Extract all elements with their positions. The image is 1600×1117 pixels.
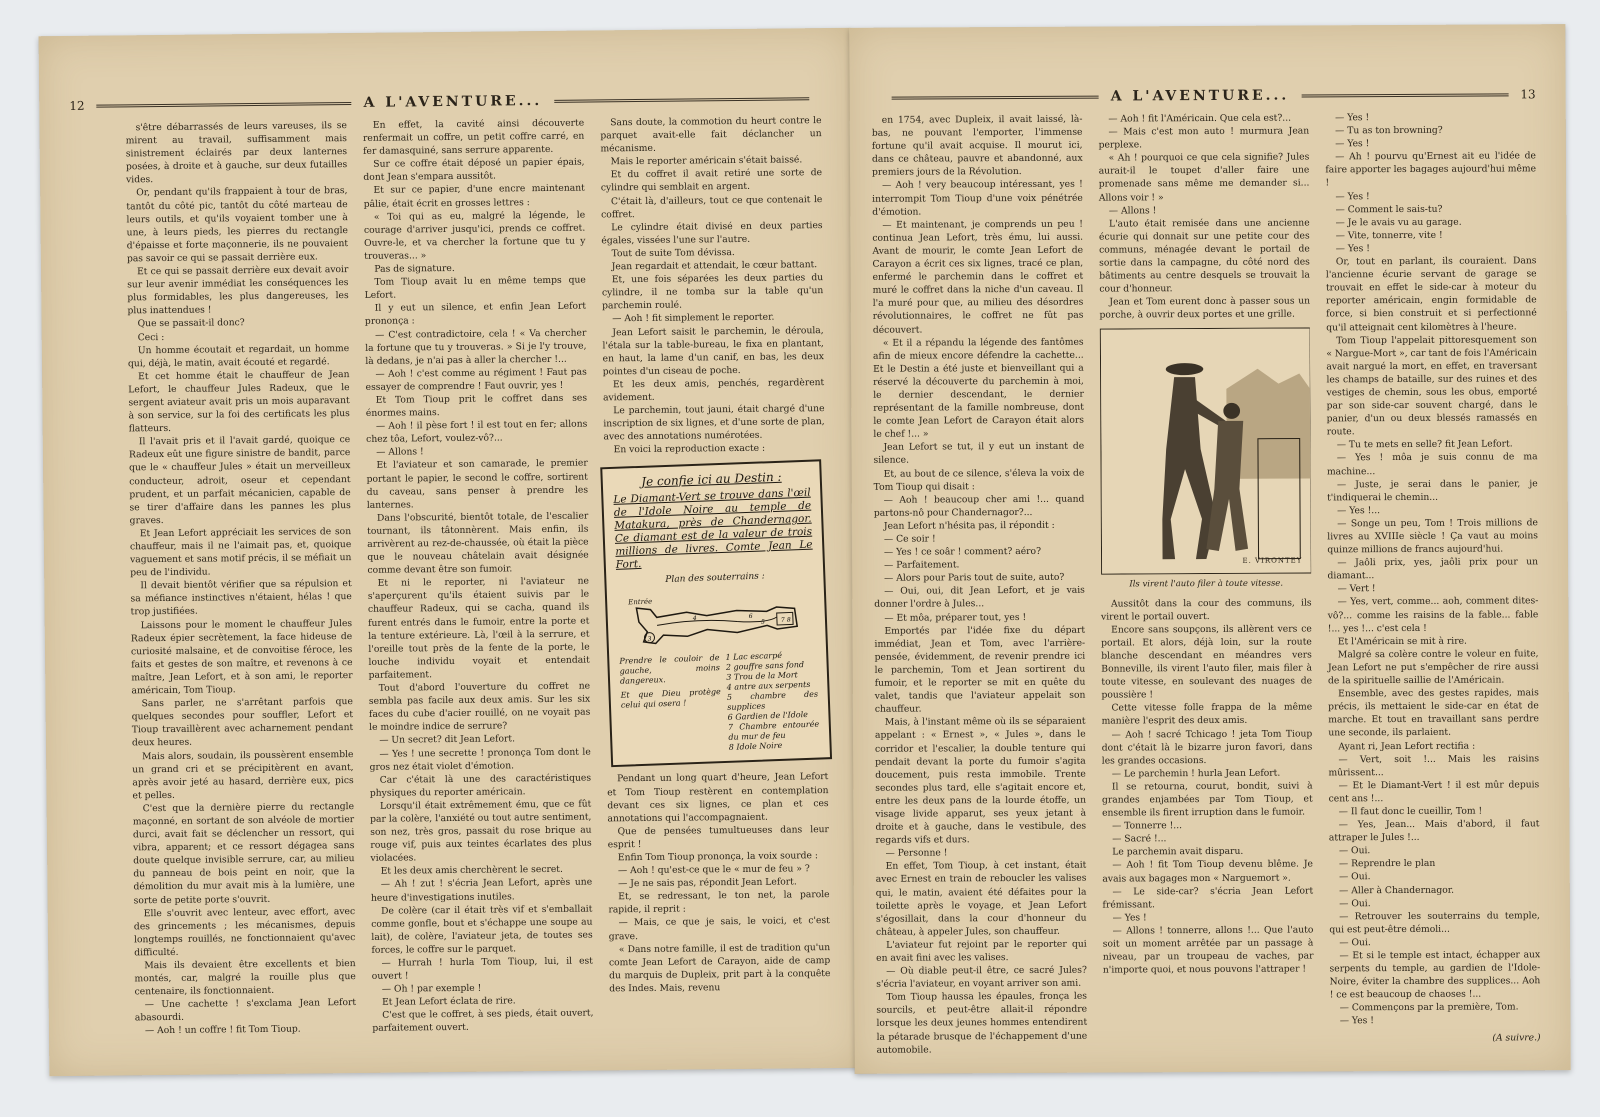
paragraph: — Je ne sais pas, répondit Jean Lefort. [618,876,797,890]
paragraph: Et ni le reporter, ni l'aviateur ne s'aperçurent qu'ils étaient suivis par le chauffeur Radeux, qui se cacha, quand ils furent entrés dans le fumoir, entre la porte et la tenture extérieure. Là, l'œil à la serrure, et l'oreille tout près de la fente de la porte, le louche individu voyait et entendait parfaitement. [367,575,590,681]
paragraph: Sur ce coffre était déposé un papier épais, dont Jean s'empara aussitôt. [363,156,585,184]
paragraph: Lorsqu'il était extrêmement ému, que ce fût par la colère, l'anxiété ou tout autre sentiment, son nez, très gros, passait du rose brique au rouge vif, puis aux teintes écarlates des plus violacées. [370,798,592,865]
right-head-rule [892,95,1099,99]
paragraph: — Aoh ! un coffre ! fit Tom Tioup. [144,1024,301,1037]
illustration-drawing [1101,328,1311,573]
paragraph: Tout d'abord l'ouverture du coffret ne sembla pas facile aux deux amis. Sur les six faces du cube d'acier rouillé, on ne voyait pas le moindre indice de serrure? [368,680,591,734]
manuscript-text: Le Diamant-Vert se trouve dans l'œil de l'Idole Noire au temple de Matakura, près de Chandernagor. Ce diamant est de la valeur de trois millions de livres. Comte Jean Le Fort. [612,487,813,572]
paragraph: Or, pendant qu'ils frappaient à tour de bras, tantôt du côté pic, tantôt du côté marteau de leurs outils, et qu'ils voyaient tomber une à une, à leurs pieds, les pierres du rectangle d'épaisse et forte maçonnerie, ils ne pouvaient pas savoir ce qui se passait derrière eux. [126,185,349,265]
paragraph: — Yes, vert, comme... aoh, comment dites-vô?... comme les raisins de la fable... fable !... yes !... c'est cela ! [1327,595,1539,635]
paragraph: Ayant ri, Jean Lefort rectifia : [1338,740,1476,752]
right-col-1 [871,113,1088,1056]
paragraph: Et Tom Tioup prit le coffret dans ses énormes mains. [365,392,588,419]
paragraph: — Et maintenant, je comprends un peu ! continua Jean Lefort, très ému, lui aussi. Avant de mourir, le comte Jean Lefort de Carayon a écrit ces six lignes, tracé ce plan, enfermé le parchemin dans le coffret et muré le coffret dans la niche d'un caveau. Il l'a muré pour que, au milieu des désordres révolutionnaires, le coffret ne fût pas découvert. [872,218,1084,336]
legend-item: 2 gouffre sans fond [725,660,804,673]
paragraph: — Aoh ! il pèse fort ! il est tout en fer; allons chez tôa, Lefort, voulez-vô?... [366,418,588,446]
paragraph: — Parfaitement. [884,559,960,571]
paragraph: — Allons ! [376,446,424,459]
paragraph: — Où diable peut-il être, ce sacré Jules? s'écria l'aviateur, en voyant arriver son ami. [876,964,1087,990]
legend-item: 8 Idole Noire [728,741,783,753]
left-folio: 12 [69,98,85,113]
paragraph: — Vert ! [1337,583,1376,595]
paragraph: Que de pensées tumultueuses dans leur esprit ! [607,823,829,851]
paragraph: Mais ils devaient être excellents et bien montés, car, malgré la rouille plus que centenaire, ils fonctionnaient. [134,958,356,998]
paragraph: — Ah ! zut ! s'écria Jean Lefort, après une heure d'investigations inutiles. [370,876,593,904]
paragraph: Pendant un long quart d'heure, Jean Lefort et Tom Tioup restèrent en contemplation devant ces six lignes, ce plan et ces annotations qui l'accompagnaient. [607,771,829,825]
right-col-3 [1325,110,1541,1044]
map-number-5: 5 [760,618,765,627]
paragraph: — Et si le temple est intact, échapper aux serpents du temple, au gardien de l'Idole-Noire, éviter la chambre des supplices... Aoh ! ce est beaucoup de chaoses !... [1329,949,1541,1001]
paragraph: Cette vitesse folle frappa de la même manière l'esprit des deux amis. [1101,701,1313,728]
paragraph: Le cylindre était divisé en deux parties égales, vissées l'une sur l'autre. [601,219,823,247]
paragraph: — Yes ! môa je suis connu de ma machine... [1326,451,1538,477]
paragraph: Et Jean Lefort appréciait les services de son chauffeur, mais il ne l'aimait pas, et, quoique vaguement et sans motif précis, il se méfiait un peu de l'individu. [129,525,352,579]
paragraph: — Yes ! [1335,138,1370,150]
tunnel-path [656,617,776,625]
paragraph: Tom Tioup l'appelait pittoresquement son « Nargue-Mort », car tant de fois l'Américain avait nargué la mort, en effet, en traversant les champs de bataille, sur des ruines et des vestiges de chemin, sous les obus, emporté par son side-car souvent chargé, dans le panier, d'un ou deux blessés ramassés en route. [1326,333,1538,438]
right-col-2-top [1098,111,1310,322]
paragraph: — Yes ! [1112,912,1147,924]
paragraph: — Mais, ce que je sais, le voici, et c'est grave. [608,915,830,942]
left-columns [125,114,831,1035]
left-running-title: A L'AVENTURE... [363,93,543,111]
paragraph: En effet, Tom Tioup, à cet instant, était avec Ernest en train de reboucler les valises qui, le matin, avaient été défaites pour la toilette après le voyage, et Jean Lefort s'égosillait, dans la cour d'honneur du château, à appeler Jules, son chauffeur. [875,859,1087,938]
paragraph: Pas de signature. [374,262,455,275]
paragraph: — Hurrah ! hurla Tom Tioup, lui, il est ouvert ! [371,955,594,982]
legend-item: 1 Lac escarpé [724,651,782,663]
paragraph: Car c'était là une des caractéristiques physiques du reporter américain. [369,772,592,799]
paragraph: — Le parchemin ! hurla Jean Lefort. [1111,767,1281,780]
paragraph: Mais alors, soudain, ils poussèrent ensemble un grand cri et se précipitèrent en avant, après avoir jeté au hasard, derrière eux, pics et pelles. [132,748,354,802]
paragraph: Et les deux amis, penchés, regardèrent avidement. [602,376,825,404]
paragraph: Il y eut un silence, et enfin Jean Lefort prononça : [364,300,587,328]
right-running-head [880,82,1536,109]
left-page [39,28,862,1076]
legend-item: 7 Chambre entourée du mur de feu [727,719,819,743]
manuscript-numbered-legend [725,650,820,753]
paragraph: — Un secret? dit Jean Lefort. [379,733,516,747]
paragraph: Mais le reporter américain s'était baissé. [610,154,803,168]
paragraph: Malgré sa colère contre le voleur en fuite, Jean Lefort ne put s'empêcher de rire aussi de la spirituelle saillie de l'Américain. [1327,648,1539,687]
left-running-head [69,86,821,118]
paragraph: — Et môa, préparer tout, yes ! [884,611,1027,624]
manuscript-title: Je confie ici au Destin : [640,470,782,490]
manuscript-plan-title: Plan des souterrains : [664,571,765,586]
paragraph: — Yes ! [1335,112,1370,124]
paragraph: — Songe un peu, Tom ! Trois millions de livres au XVIIIe siècle ! Ça vaut au moins quinze millions de francs aujourd'hui. [1327,517,1538,556]
paragraph: Dans l'obscurité, bientôt totale, de l'escalier tournant, ils tâtonnèrent. Mais enfin, ils arrivèrent au rez-de-chaussée, où était la pièce que le nouveau châtelain avait désignée comme devant être son fumoir. [367,510,589,577]
right-col-3-text [1325,110,1540,1028]
paragraph: — Allons ! [1108,204,1157,217]
paragraph: — Tu te mets en selle? fit Jean Lefort. [1336,438,1513,451]
paragraph: Et sur ce papier, d'une encre maintenant pâlie, était écrit en grosses lettres : [363,183,585,210]
paragraph: Ceci : [137,331,165,343]
paragraph: — Oui. [1338,845,1371,857]
right-columns [871,110,1541,1056]
paragraph: — Oui. [1339,871,1371,883]
tunnel-outline [636,603,797,645]
right-col-2-bottom [1101,596,1314,977]
paragraph: — Yes ! ce soâr ! comment? aéro? [883,545,1042,558]
paragraph: Sans parler, ne s'arrêtant parfois que quelques secondes pour souffler, Lefort et Tioup travaillèrent avec acharnement pendant deux heures. [131,696,354,749]
paragraph: — Aoh ! very beaucoup intéressant, yes ! interrompit Tom Tioup d'une voix pénétrée d'émotion. [872,179,1083,218]
paragraph: — Yes ! [1335,190,1370,202]
illustration-caption: Ils virent l'auto filer à toute vitesse. [1129,578,1284,589]
paragraph: Elle s'ouvrit avec lenteur, avec effort, avec des grincements ; les mécanismes, depuis longtemps rouillés, ne fonctionnaient qu'avec difficulté. [133,905,356,959]
paragraph: Encore sans soupçons, ils allèrent vers ce portail. Et alors, déjà loin, sur la route blanche descendant en méandres vers Bonneville, ils virent l'auto filer, mais filer à toute vitesse, en soulevant des nuages de poussière ! [1101,623,1313,701]
paragraph: Et du coffret il avait retiré une sorte de cylindre qui semblait en argent. [600,167,823,194]
paragraph: — Oui. [1339,937,1371,949]
paragraph: Un homme écoutait et regardait, un homme qui, déjà, le matin, avait écouté et regardé. [127,342,350,370]
paragraph: — Vite, tonnerre, vite ! [1335,229,1443,242]
map-number-6: 6 [747,613,753,621]
paragraph: — Aoh ! fit simplement le reporter. [612,311,775,325]
manuscript-left-notes [619,654,723,758]
left-col-3-bottom [607,770,831,995]
paragraph: Mais, à l'instant même où ils se séparaient appelant : « Ernest », « Jules », dans le corridor et l'escalier, la double tenture qui pendait devant la porte du fumoir s'agita doucement, puis resta immobile. Trente secondes plus tard, elle s'agitait encore et, entre les deux pans de la lourde étoffe, un visage livide apparut, ses yeux jetant à droite et à gauche, dans le vestibule, des regards vifs et durs. [874,715,1087,846]
right-page [849,24,1570,1074]
paragraph: — Jaôli prix, yes, jaôli prix pour un diamant... [1327,556,1539,582]
paragraph: — Personne ! [885,847,948,859]
right-running-title: A L'AVENTURE... [1110,87,1290,105]
paragraph: « Toi qui as eu, malgré la légende, le courage d'arriver jusqu'ici, prends ce coffret. Ouvre-le, et va chercher la fortune que tu y trouveras... » [363,209,586,262]
paragraph: Laissons pour le moment le chauffeur Jules Radeux épier secrètement, la face hideuse de curiosité malsaine, et de convoitise féroce, les faits et gestes de son maître, et revenons à ce maître, Jean Lefort, et à son ami, le reporter américain, Tom Tioup. [130,617,353,697]
paragraph: Jean Lefort n'hésita pas, il répondit : [883,519,1055,532]
paragraph: De colère (car il était très vif et s'emballait comme gonfle, bout et s'échappe une soupe au lait), de colère, l'aviateur jeta, de toutes ses forces, le coffre sur le parquet. [371,903,593,956]
paragraph: L'auto était remisée dans une ancienne écurie qui donnait sur une petite cour des communs, ménagée devant le portail de sortie dans la campagne, du côté nord des bâtiments au centre desquels se trouvait la cour d'honneur. [1099,217,1310,295]
left-col-3-top [600,114,825,457]
paragraph: C'est que le coffret, à ses pieds, était ouvert, parfaitement ouvert. [372,1007,594,1035]
left-head-rule-2 [554,97,809,103]
paragraph: — Yes, Jean... Mais d'abord, il faut attraper le Jules !... [1328,818,1540,844]
paragraph: — Aoh ! qu'est-ce que le « mur de feu » ? [617,863,810,877]
paragraph: Que se passait-il donc? [137,317,245,330]
illustration-signature: E. VIRONTEY [1242,556,1303,566]
paragraph: « Dans notre famille, il est de tradition qu'un comte Jean Lefort de Carayon, aide de camp du marquis de Dupleix, prit part à la conquête des Indes. Mais, revenu [608,941,831,995]
paragraph: — Ah ! pourvu qu'Ernest ait eu l'idée de faire apporter les bagages aujourd'hui même ! [1325,150,1537,189]
manuscript-note-1: Prendre le couloir de gauche, moins dangereux. [618,653,720,687]
paragraph: — Juste, je serai dans le panier, je t'indiquerai le chemin... [1327,477,1538,504]
paragraph: Et ce qui se passait derrière eux devait avoir sur leur avenir immédiat les conséquences les plus formidables, les plus dangereuses, les plus inattendues ! [127,264,349,317]
paragraph: en 1754, avec Dupleix, il avait laissé, là-bas, ne pouvant l'emporter, l'immense fortune qu'il avait acquise. Il mourut ici, dans ce château, pauvre et abandonné, aux premiers jours de la Révolution. [871,113,1083,179]
paragraph: Jean regardait et attendait, le cœur battant. [611,259,818,273]
story-illustration [1100,327,1312,574]
paragraph: — Oui, oui, dit Jean Lefort, et je vais donner l'ordre à Jules... [874,585,1085,611]
right-col-2 [1098,111,1313,1032]
paragraph: « Et il a répandu la légende des fantômes afin de mieux encore défendre la cachette... Et le Destin a été juste et bienveillant qui a réservé la découverte du parchemin à moi, le dernier descendant, le dernier représentant de la famille nombreuse, dont le comte Jean Lefort de Carayon était alors le chef !... » [872,336,1085,441]
paragraph: — Oui. [1339,897,1371,909]
right-head-rule-2 [1301,93,1508,97]
legend-item: 5 chambre des supplices [726,689,818,713]
paragraph: Tom Tioup haussa les épaules, fronça les sourcils, et peut-être allait-il répondre lorsque les deux jeunes hommes entendirent la pétarade brusque de l'échappement d'une automobile. [876,990,1088,1056]
paragraph: Le parchemin, tout jauni, était chargé d'une inscription de six lignes, et d'une sorte de plan, avec des annotations numérotées. [603,403,825,443]
paragraph: En effet, la cavité ainsi découverte renfermait un coffre, un petit coffre carré, en fer damasquiné, sans serrure apparente. [362,117,585,158]
paragraph: — Et le Diamant-Vert ! il est mûr depuis cent ans !... [1328,779,1540,805]
paragraph: Sans doute, la commotion du heurt contre le parquet avait-elle fait déclancher un mécanisme. [600,115,822,155]
paragraph: Aussitôt dans la cour des communs, ils virent le portail ouvert. [1100,597,1312,623]
paragraph: Emportés par l'idée fixe du départ immédiat, Jean et Tom, avec l'arrière-pensée, évidemment, de revenir prendre ici le parchemin, Tom et Jean sortirent du fumoir, et le reporter se mit en quête du valet, tandis que l'aviateur appelait son chauffeur. [874,624,1086,715]
paragraph: Il se retourna, courut, bondit, suivi à grandes enjambées par Tom Tioup, et ensemble ils firent irruption dans le fumoir. [1101,780,1313,819]
paragraph: — Aoh ! sacré Tchicago ! jeta Tom Tioup dont c'était là le bizarre juron favori, dans les grandes occasions. [1101,727,1313,767]
to-be-continued: (A suivre.) [1492,1031,1541,1044]
paragraph: — Sacré !... [1112,833,1167,845]
paragraph: En voici la reproduction exacte : [613,443,766,456]
paragraph: — Ce soir ! [883,533,936,545]
paragraph: Ensemble, avec des gestes rapides, mais précis, ils mettaient le side-car en état de marche. Et tout en travaillant sans perdre une seconde, ils parlaient. [1328,687,1539,739]
paragraph: — Yes ! une secrette ! prononça Tom dont le gros nez était violet d'émotion. [369,746,591,773]
paragraph: — Je le avais vu au garage. [1335,216,1462,229]
paragraph: — Oh ! par exemple ! [381,982,482,995]
paragraph: — Aoh ! fit Tom Tioup devenu blême. Je avais aux bagages mon « Narguemort ». [1102,858,1314,885]
left-head-rule [97,102,352,108]
paragraph: « Ah ! pourquoi ce que cela signifie? Jules aurait-il le toupet d'aller faire une promenade sans même me demander si... Allons voir ! » [1098,151,1310,204]
legend-item: 4 antre aux serpents [726,680,811,693]
map-number-3: 3 [646,636,651,644]
paragraph: Tom Tioup avait lu en même temps que Lefort. [364,274,586,302]
paragraph: — Le side-car? s'écria Jean Lefort frémissant. [1102,885,1314,911]
paragraph: C'est que la dernière pierre du rectangle maçonné, en sortant de son alvéole de mortier durci, avait fait se déclencher un ressort, qui vibra, apparent; et ce ressort dégagea sans doute quelque invisible serrure, car, au milieu du panneau de bois peint en noir, que la démolition du mur avait mis à la lumière, une sorte de petite porte s'ouvrit. [132,800,355,906]
parchment-manuscript [600,460,832,768]
map-number-4: 4 [692,615,697,623]
paragraph: Et, une fois séparées les deux parties du cylindre, il ne tomba sur la table qu'un parchemin roulé. [601,272,824,312]
left-col-2 [363,117,594,1033]
paragraph: — Aoh ! fit l'Américain. Que cela est?... [1108,112,1292,125]
paragraph: Or, tout en parlant, ils couraient. Dans l'ancienne écurie servant de garage se trouvait en effet le side-car à moteur du reporter américain, engin formidable de force, si bien construit et si perfectionné qu'il atteignait cent kilomètres à l'heure. [1325,255,1537,333]
paragraph: — Mais c'est mon auto ! murmura Jean perplexe. [1098,125,1310,151]
paragraph: — Aoh ! beaucoup cher ami !... quand partons-nô pour Chandernagor?... [873,493,1085,519]
paragraph: Et l'Américain se mit à rire. [1337,635,1467,648]
paragraph: — Tu as ton browning? [1335,124,1443,137]
paragraph: Il l'avait pris et il l'avait gardé, quoique ce Radeux eût une figure sinistre de bandit, parce que le « chauffeur Jules » était un merveilleux conducteur, adroit, oseur et cependant prudent, et un parfait mécanicien, capable de se tirer d'affaire dans les pannes les plus graves. [128,434,351,527]
paragraph: — Il faut donc le cueillir, Tom ! [1338,805,1483,818]
paragraph: Jean Lefort se tut, il y eut un instant de silence. [873,441,1085,467]
map-entry-label: Entrée [627,598,652,607]
legend-item: 6 Gardien de l'Idole [727,710,808,723]
paragraph: Et, se redressant, le ton net, la parole rapide, il reprit : [608,889,830,916]
paragraph: — Aoh ! c'est comme au régiment ! Faut pas essayer de comprendre ! Faut ouvrir, yes ! [365,366,587,393]
paragraph: — Tonnerre !... [1112,820,1183,832]
paragraph: Jean et Tom eurent donc à passer sous un porche, à ouvrir deux portes et une grille. [1099,295,1311,321]
paragraph: C'était là, d'ailleurs, tout ce que contenait le coffret. [601,193,823,221]
manuscript-note-2: Et que Dieu protège celui qui osera ! [620,687,721,711]
paragraph: Et, au bout de ce silence, s'éleva la voix de Tom Tioup qui disait : [873,467,1085,493]
paragraph: Tout de suite Tom dévissa. [611,246,735,260]
left-col-1 [125,119,356,1035]
paragraph: Et cet homme était le chauffeur de Jean Lefort, le chauffeur Jules Radeux, que le sergent aviateur avait pris un mois auparavant à son service, sur la foi des certificats les plus flatteurs. [128,368,350,435]
map-number-8: 8 [786,616,791,625]
paragraph: Et l'aviateur et son camarade, le premier portant le papier, le second le coffre, sortirent du caveau, sans penser à prendre les lanternes. [366,457,589,511]
paragraph: — Vert, soit !... Mais les raisins mûrissent... [1328,752,1540,779]
paragraph: Et Jean Lefort éclata de rire. [381,995,516,1009]
paragraph: — Yes ! [1335,243,1370,255]
tunnel-plan-map [625,586,807,655]
paragraph: Enfin Tom Tioup prononça, la voix sourde : [617,850,819,864]
paragraph: — Commençons par la première, Tom. [1339,1001,1519,1014]
legend-item: 3 Trou de la Mort [725,670,798,683]
illustration-second-man-head [1223,402,1240,418]
right-folio: 13 [1520,87,1536,102]
paragraph: Jean Lefort saisit le parchemin, le déroula, l'étala sur la table-bureau, le fixa en plantant, en haut, la lame d'un canif, en bas, les deux pointes d'un ciseau de poche. [602,324,825,378]
paragraph: Le parchemin avait disparu. [1112,846,1244,858]
paragraph: — Retrouver les souterrains du temple, qui est peut-être démoli... [1329,909,1540,936]
paragraph: — Reprendre le plan [1338,858,1436,870]
paragraph: L'aviateur fut rejoint par le reporter qui en avait fini avec les valises. [876,938,1087,964]
map-number-7: 7 [780,617,785,625]
manuscript-legend [619,650,820,757]
left-col-3 [600,114,831,1030]
paragraph: — Yes ! [1339,1015,1374,1027]
paragraph: — Comment le sais-tu? [1335,203,1443,215]
paragraph: Il devait bientôt vérifier que sa répulsion et sa méfiance instinctives n'étaient, hélas ! que trop justifiées. [130,578,352,618]
paragraph: — C'est contradictoire, cela ! « Va chercher la fortune que tu y trouveras. » Si je l'y trouve, là dedans, je n'ai pas à aller la chercher !... [365,327,587,367]
paragraph: — Allons ! tonnerre, allons !... Que l'auto soit un moment arrêtée par un passage à niveau, par un troupeau de vaches, par n'importe quoi, et nous pouvons l'attraper ! [1102,924,1314,976]
paragraph: s'être débarrassés de leurs vareuses, ils se mirent au travail, suffisamment mais sinistrement éclairés par deux lanternes posées, à droite et à gauche, sur deux futailles vides. [125,120,348,186]
paragraph: Et les deux amis cherchèrent le secret. [380,864,563,878]
paragraph: — Aller à Chandernagor. [1339,884,1455,896]
paragraph: — Alors pour Paris tout de suite, auto? [884,572,1065,584]
paragraph: — Yes !... [1337,504,1381,517]
paragraph: — Une cachette ! s'exclama Jean Lefort abasourdi. [134,997,357,1024]
